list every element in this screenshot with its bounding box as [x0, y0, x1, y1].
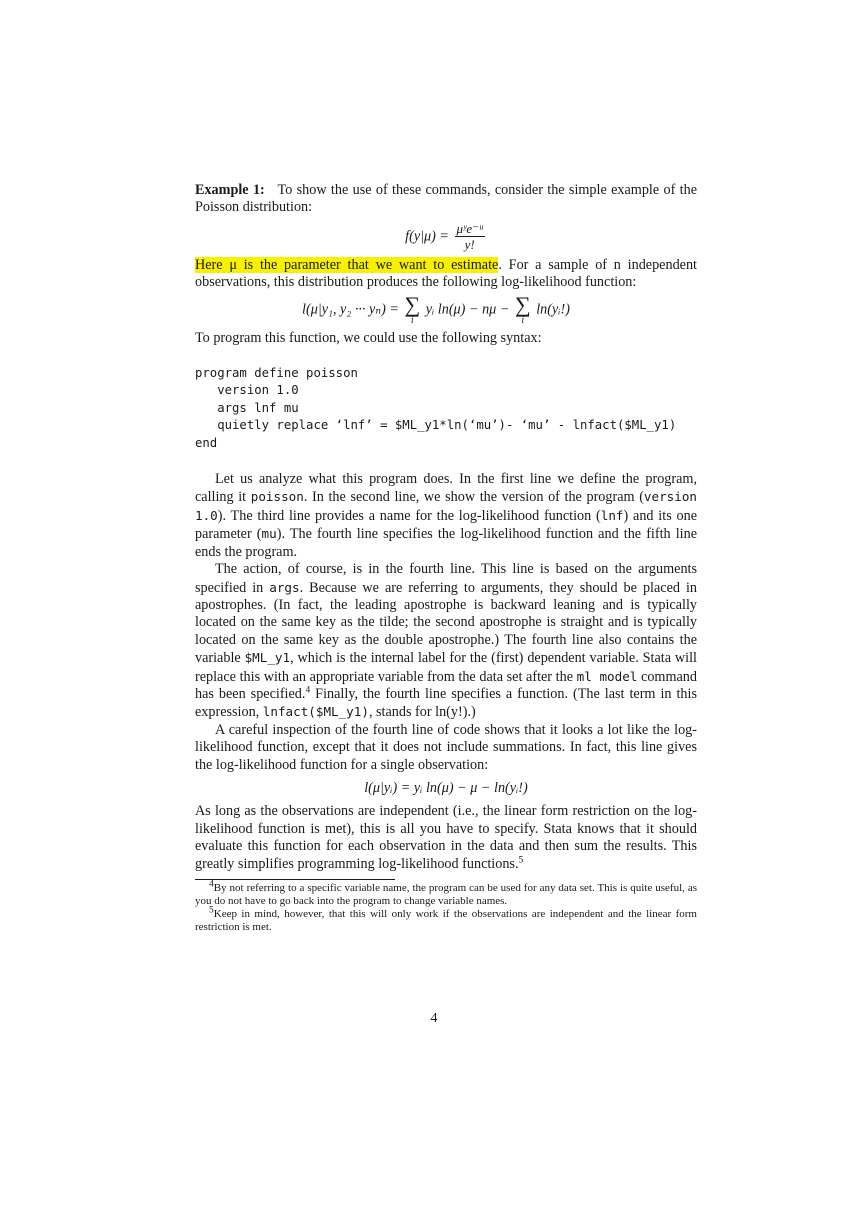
parameter-rest: . For a sample of n independent observations, this distribution produces the following log-likelihood function:	[195, 256, 697, 291]
code-block	[195, 365, 697, 452]
eq2-term2: ln(yᵢ!)	[536, 300, 570, 317]
sum-index: i	[410, 314, 414, 326]
code-line: quietly replace ‘lnf’ = $ML_y1*ln(‘mu’)- ‘mu’ - lnfact($ML_y1)	[195, 418, 677, 433]
text: , which is the internal label for the (first) dependent variable. Stata will replace this with an appropriate variable from the data set after the	[195, 650, 697, 685]
inline-code: lnf	[600, 507, 624, 523]
text: . In the second line, we show the version of the program (	[303, 489, 644, 506]
text: The action, of course, is in the fourth line. This line is based on the arguments specified in	[195, 561, 697, 596]
example-intro: To show the use of these commands, consider the simple example of the Poisson distribution:	[195, 182, 697, 216]
eq2-term1: yᵢ ln(μ) − nμ −	[425, 300, 510, 317]
sum-symbol: ∑ i	[404, 291, 421, 326]
text: ). The third line provides a name for the log-likelihood function (	[217, 507, 601, 524]
text: Finally, the fourth line specifies a function. (The last term in this expression,	[195, 685, 697, 721]
footnote-4	[195, 879, 697, 908]
paragraph-independence	[195, 803, 697, 873]
paragraph-analysis	[195, 471, 697, 561]
eq1-numerator: μʸe⁻ᵘ	[456, 220, 483, 236]
code-line: program define poisson	[195, 366, 358, 381]
text: ) and its one parameter (	[195, 507, 697, 543]
code-line: args lnf mu	[195, 400, 299, 415]
footnote-mark: 5	[209, 905, 214, 916]
code-line: end	[195, 435, 218, 450]
eq1-denominator: y!	[464, 236, 475, 252]
footnote-ref[interactable]: 5	[518, 854, 524, 865]
inline-code: args	[269, 579, 300, 595]
paragraph-inspection: A careful inspection of the fourth line of code shows that it looks a lot like the log-likelihood function, except that it does not include summations. In fact, this line gives the log-likelihood function for a single observation:	[195, 721, 697, 773]
inline-code: ml model	[576, 668, 638, 684]
text: . Because we are referring to arguments, they should be placed in apostrophes. (In fact, the leading apostrophe is backward leaning and is typically located on the same key as the tilde; the second apostrophe is straight and is typically located on the same key as the double apostrophe.) The fourth line also contains the variable	[195, 579, 697, 667]
page-content	[195, 180, 697, 934]
equation-poisson	[195, 221, 697, 253]
text: , stands for ln(y!).)	[368, 704, 476, 721]
text: command has been specified.	[195, 668, 697, 702]
example-paragraph	[195, 182, 697, 217]
inline-code: poisson	[250, 489, 304, 505]
eq1-lhs: f(y|μ) =	[405, 228, 449, 245]
eq1-fraction	[455, 221, 485, 253]
equation-single-observation	[195, 780, 697, 797]
footnote-text: Keep in mind, however, that this will only work if the observations are independent and the linear form restriction is met.	[195, 908, 697, 933]
inline-code: version 1.0	[195, 489, 697, 523]
eq2-lhs: l(μ|y₁, y₂ ··· yₙ) =	[302, 300, 399, 317]
footnote-ref[interactable]: 4	[305, 685, 311, 696]
text: Let us analyze what this program does. In the first line we define the program, calling it	[195, 471, 697, 506]
eq3: l(μ|yᵢ) = yᵢ ln(μ) − μ − ln(yᵢ!)	[364, 779, 528, 796]
footnote-mark: 4	[209, 879, 214, 890]
footnote-text: By not referring to a specific variable name, the program can be used for any data set. This is quite useful, as you do not have to go back into the program to change variable names.	[195, 882, 697, 907]
footnote-5	[195, 905, 697, 934]
highlighted-text: Here μ is the parameter that we want to estimate	[195, 256, 499, 273]
inline-code: lnfact($ML_y1)	[262, 704, 369, 720]
parameter-paragraph	[195, 257, 697, 292]
footnote-rule	[195, 879, 395, 880]
example-label: Example 1:	[195, 182, 265, 198]
inline-code: $ML_y1	[244, 650, 291, 666]
text: ). The fourth line specifies the log-likelihood function and the fifth line ends the program.	[195, 526, 698, 560]
paragraph-action	[195, 561, 697, 722]
code-line: version 1.0	[195, 383, 299, 398]
inline-code: mu	[261, 526, 277, 542]
sum-symbol-2: ∑ i	[514, 291, 531, 326]
text: As long as the observations are independent (i.e., the linear form restriction on the log-likelihood function is met), this is all you have to specify. Stata knows that it should evaluate this function for each observation in the data and then sum the results. This greatly simplifies programming log-likelihood functions.	[195, 803, 697, 872]
page-number: 4	[430, 1011, 438, 1026]
sum-index-2: i	[521, 314, 525, 326]
syntax-intro: To program this function, we could use the following syntax:	[195, 329, 542, 346]
equation-log-likelihood	[185, 291, 687, 326]
